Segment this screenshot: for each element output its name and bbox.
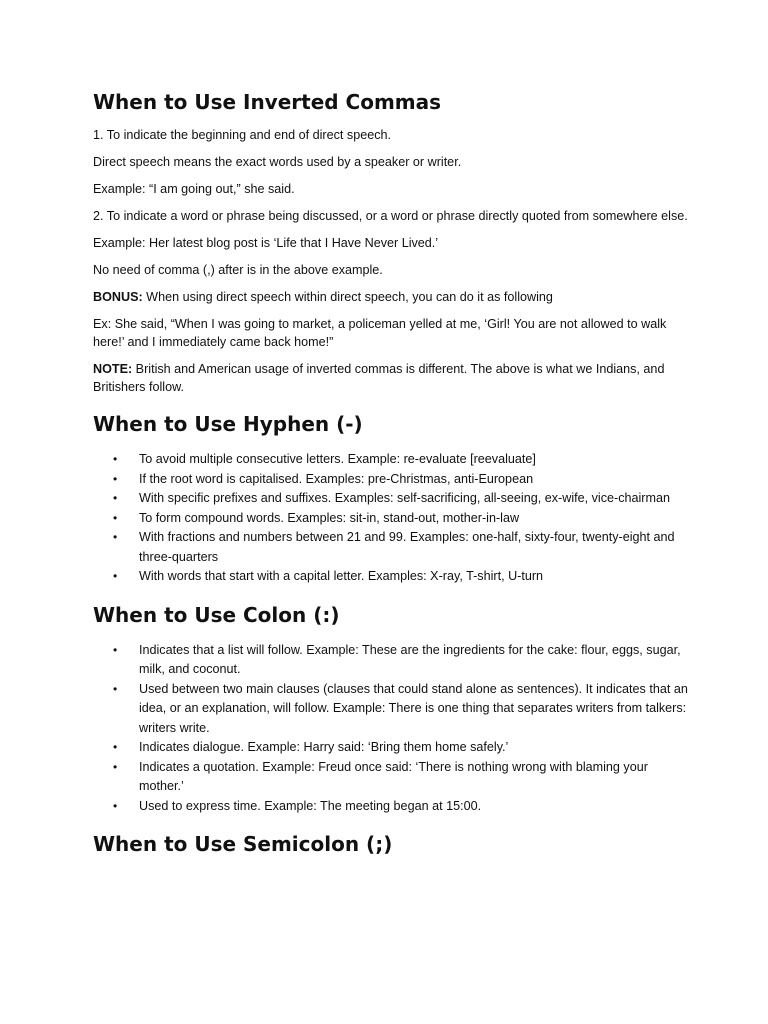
list-item: • With fractions and numbers between 21 and 99. Examples: one-half, sixty-four, twenty-eight and three-quarters — [113, 530, 675, 564]
list-item: • With words that start with a capital letter. Examples: X-ray, T-shirt, U-turn — [93, 567, 688, 587]
paragraph: Direct speech means the exact words used by a speaker or writer. — [93, 155, 462, 169]
list-item: • Indicates dialogue. Example: Harry said: ‘Bring them home safely.’ — [93, 738, 688, 758]
paragraph: Example: Her latest blog post is ‘Life that I Have Never Lived.’ — [93, 236, 439, 250]
bullet-icon: • — [113, 642, 118, 657]
bullet-icon: • — [113, 510, 118, 525]
note-paragraph: NOTE: British and American usage of inverted commas is different. The above is what we Indians, and Britishers follow. — [93, 362, 665, 394]
list-item: • With specific prefixes and suffixes. Examples: self-sacrificing, all-seeing, ex-wife, vice-chairman — [93, 489, 688, 509]
list-item: • Used between two main clauses (clauses that could stand alone as sentences). It indicates that an idea, or an explanation, will follow. Example: There is one thing that separates writers from talkers: writers write. — [113, 681, 688, 735]
section-heading-colon: When to Use Colon (:) — [93, 602, 340, 627]
hyphen-list — [93, 450, 688, 587]
section-heading-semicolon: When to Use Semicolon (;) — [93, 832, 393, 856]
bullet-icon: • — [113, 452, 118, 466]
paragraph: 2. To indicate a word or phrase being discussed, or a word or phrase directly quoted from somewhere else. — [93, 209, 688, 223]
section-heading-inverted-commas: When to Use Inverted Commas — [93, 90, 442, 114]
list-item: • Indicates a quotation. Example: Freud once said: ‘There is nothing wrong with blaming your mother.’ — [113, 759, 648, 793]
bullet-icon: • — [113, 759, 118, 774]
paragraph: 1. To indicate the beginning and end of direct speech. — [93, 128, 392, 142]
list-item: • If the root word is capitalised. Examples: pre-Christmas, anti-European — [93, 470, 688, 490]
bullet-icon: • — [113, 530, 118, 544]
bullet-icon: • — [113, 491, 118, 505]
bonus-label: BONUS: — [93, 290, 143, 304]
bonus-paragraph: BONUS: When using direct speech within direct speech, you can do it as following — [93, 290, 553, 304]
bullet-icon: • — [113, 740, 118, 754]
paragraph: No need of comma (,) after is in the above example. — [93, 263, 383, 277]
bullet-icon: • — [113, 798, 118, 813]
section-heading-hyphen: When to Use Hyphen (-) — [93, 412, 363, 436]
list-item: • To avoid multiple consecutive letters. Example: re-evaluate [reevaluate] — [93, 450, 688, 470]
bullet-icon: • — [113, 681, 118, 696]
note-label: NOTE: — [93, 362, 133, 376]
bullet-icon: • — [113, 569, 118, 583]
bullet-icon: • — [113, 471, 118, 486]
list-item: • To form compound words. Examples: sit-in, stand-out, mother-in-law — [93, 509, 688, 529]
paragraph: Ex: She said, “When I was going to market, a policeman yelled at me, ‘Girl! You are not allowed to walk here!’ and I immediately came back home!” — [93, 317, 667, 349]
list-item: • Indicates that a list will follow. Example: These are the ingredients for the cake: flour, eggs, sugar, milk, and coconut. — [113, 642, 681, 676]
paragraph: Example: “I am going out,” she said. — [93, 182, 295, 196]
list-item: • Used to express time. Example: The meeting began at 15:00. — [93, 797, 688, 817]
colon-list — [93, 641, 688, 817]
